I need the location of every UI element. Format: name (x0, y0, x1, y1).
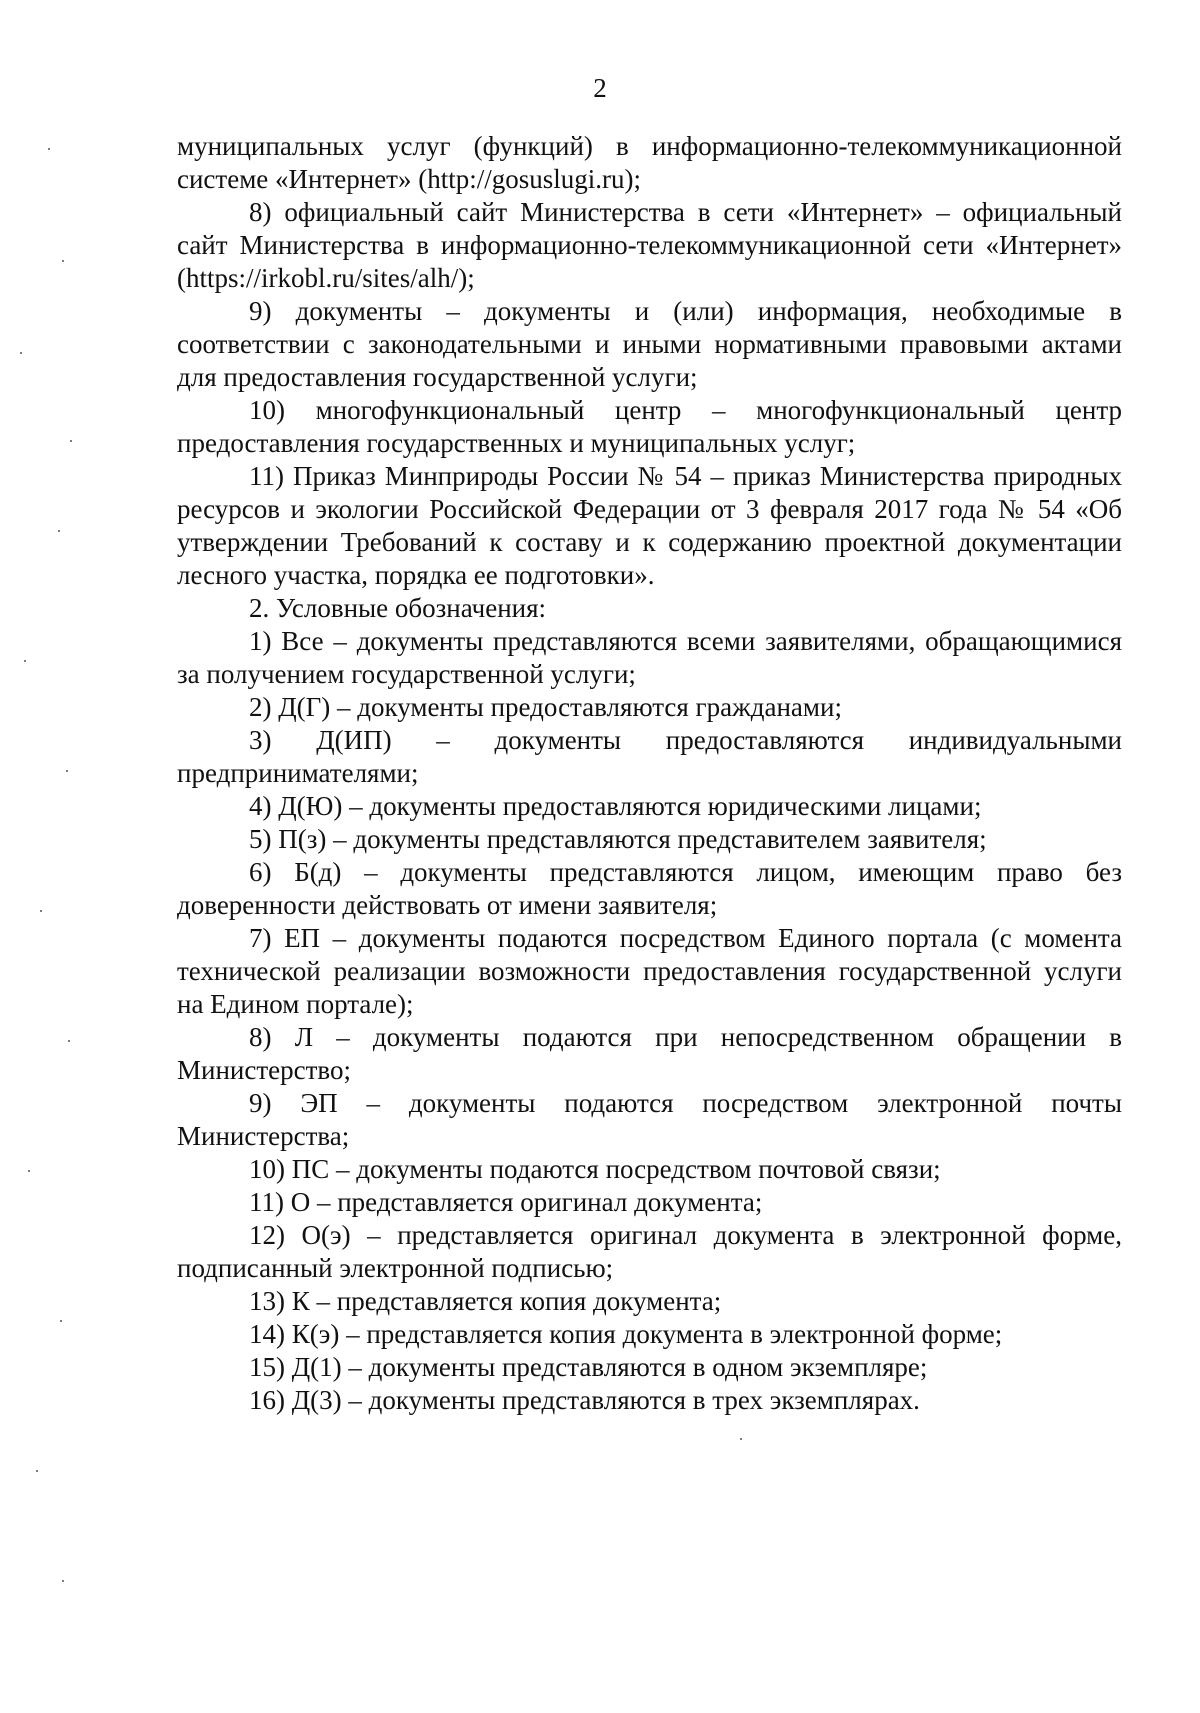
legend-item-15: 15) Д(1) – документы представляются в одном экземпляре; (249, 1352, 928, 1382)
scan-speck (24, 660, 26, 662)
scan-speck (40, 910, 42, 912)
legend-item-10: 10) ПС – документы подаются посредством почтовой связи; (249, 1154, 941, 1184)
scan-speck (62, 1580, 64, 1582)
scan-speck (60, 1320, 62, 1322)
legend-item-14: 14) К(э) – представляется копия документа в электронной форме; (249, 1319, 1003, 1349)
legend-item-11: 11) О – представляется оригинал документа; (249, 1187, 763, 1217)
scan-speck (70, 440, 72, 442)
legend-item-16: 16) Д(3) – документы представляются в трех экземплярах. (249, 1385, 920, 1415)
document-body (177, 130, 1122, 1417)
legend-item-3: 3) Д(ИП) – документы предоставляются индивидуальными предпринимателями; (177, 725, 1122, 788)
scan-speck (36, 1470, 38, 1472)
scan-speck (48, 148, 50, 150)
legend-item-2: 2) Д(Г) – документы предоставляются гражданами; (249, 692, 842, 722)
legend-item-1: 1) Все – документы представляются всеми заявителями, обращающимися за получением государственной услуги; (177, 626, 1122, 689)
paragraph-item-10-mfc: 10) многофункциональный центр – многофункциональный центр предоставления государственных и муниципальных услуг; (177, 395, 1122, 458)
legend-item-4: 4) Д(Ю) – документы предоставляются юридическими лицами; (249, 791, 982, 821)
scan-speck (28, 1170, 30, 1172)
scan-speck (20, 352, 22, 354)
scan-speck (740, 1438, 742, 1440)
scan-speck (58, 530, 60, 532)
scan-speck (66, 770, 68, 772)
legend-item-5: 5) П(з) – документы представляются представителем заявителя; (249, 824, 987, 854)
legend-item-13: 13) К – представляется копия документа; (249, 1286, 722, 1316)
paragraph-item-8-website: 8) официальный сайт Министерства в сети «Интернет» – официальный сайт Министерства в информационно-телекоммуникационной сети «Интернет» (https://irkobl.ru/sites/alh/); (177, 197, 1122, 293)
page-number: 2 (593, 73, 607, 103)
legend-item-7: 7) ЕП – документы подаются посредством Единого портала (с момента технической реализации возможности предоставления государственной услуги на Едином портале); (177, 923, 1122, 1019)
legend-item-6: 6) Б(д) – документы представляются лицом, имеющим право без доверенности действовать от имени заявителя; (177, 857, 1122, 920)
paragraph-continuation: муниципальных услуг (функций) в информационно-телекоммуникационной системе «Интернет» (http://gosuslugi.ru); (177, 131, 1122, 194)
scan-speck (68, 1040, 70, 1042)
legend-item-12: 12) О(э) – представляется оригинал документа в электронной форме, подписанный электронной подписью; (177, 1220, 1122, 1283)
scan-speck (62, 260, 64, 262)
paragraph-item-11-order: 11) Приказ Минприроды России № 54 – приказ Министерства природных ресурсов и экологии Российской Федерации от 3 февраля 2017 года № 54 «Об утверждении Требований к составу и к содержанию проектной документации лесного участка, порядка ее подготовки». (177, 461, 1122, 590)
paragraph-item-9-documents: 9) документы – документы и (или) информация, необходимые в соответствии с законодательными и иными нормативными правовыми актами для предоставления государственной услуги; (177, 296, 1122, 392)
legend-item-9: 9) ЭП – документы подаются посредством электронной почты Министерства; (177, 1088, 1122, 1151)
legend-item-8: 8) Л – документы подаются при непосредственном обращении в Министерство; (177, 1022, 1122, 1085)
section-heading-legend: 2. Условные обозначения: (249, 593, 547, 623)
